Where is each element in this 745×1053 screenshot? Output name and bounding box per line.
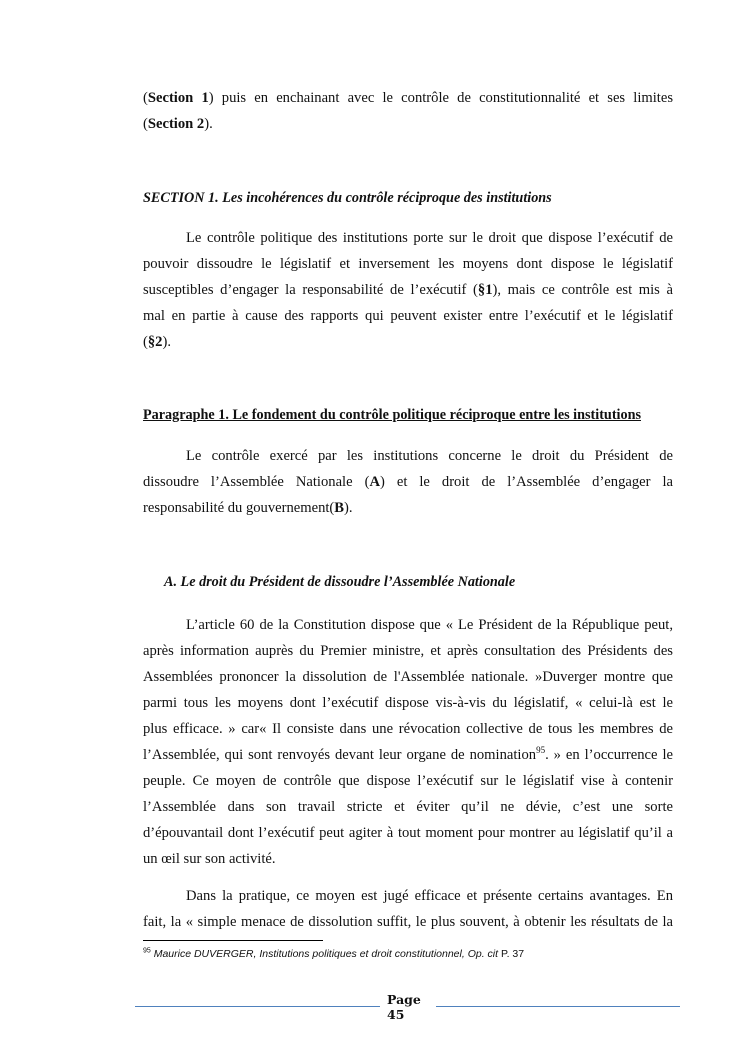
text-line: susceptibles d’engager la responsabilité de l’exécutif (§1), mais ce contrôle est mis à — [143, 282, 673, 298]
text-line: l’Assemblée, qui sont renvoyés devant leur organe de nomination$^{95}$. » en l’occurrence le — [143, 745, 673, 763]
text-line: Le contrôle exercé par les institutions concerne le droit du Président de — [186, 448, 673, 464]
text-line: Assemblées prononcer la dissolution de l'Assemblée nationale. »Duverger montre que — [143, 669, 673, 685]
footnote — [143, 948, 524, 960]
paragraph-1-heading: Paragraphe 1. Le fondement du contrôle politique réciproque entre les institutions — [143, 407, 641, 423]
text-line: responsabilité du gouvernement(B). — [143, 500, 353, 516]
footnote-separator — [143, 940, 323, 941]
footer-rule-left — [135, 1006, 380, 1007]
text-line: (Section 2). — [143, 116, 213, 132]
subsection-a-heading: A. Le droit du Président de dissoudre l’Assemblée Nationale — [164, 574, 516, 590]
text-line: d’épouvantail dont l’exécutif peut agiter à tout moment pour montrer au législatif qu’il a — [143, 825, 673, 841]
section-1-heading: SECTION 1. Les incohérences du contrôle réciproque des institutions — [143, 190, 552, 206]
section-1-paragraph — [143, 225, 673, 355]
subsection-a-paragraph-2 — [143, 883, 673, 935]
text-line: (Section 1) puis en enchainant avec le contrôle de constitutionnalité et ses limites — [143, 90, 673, 106]
text-line: fait, la « simple menace de dissolution suffit, le plus souvent, à obtenir les résultats de la — [143, 914, 673, 930]
footnote-reference[interactable]: 95 — [536, 745, 546, 756]
text-line: mal en partie à cause des rapports qui peuvent exister entre l’exécutif et le législatif — [143, 308, 673, 324]
text-line: après information auprès du Premier ministre, et après consultation des Présidents des — [143, 643, 673, 659]
page-label: Page — [387, 992, 421, 1007]
page-number: 45 — [387, 1007, 405, 1022]
footer-rule-right — [436, 1006, 680, 1007]
text-line: parmi tous les moyens dont l’exécutif dispose vis-à-vis du législatif, « celui-là est le — [143, 695, 673, 711]
text-line: un œil sur son activité. — [143, 851, 276, 867]
text-line: peuple. Ce moyen de contrôle que dispose l’exécutif sur le législatif vise à contenir — [143, 773, 673, 789]
text-line: dissoudre l’Assemblée Nationale (A) et le droit de l’Assemblée d’engager la — [143, 474, 674, 490]
text-line: L’article 60 de la Constitution dispose que « Le Président de la République peut, — [186, 617, 673, 633]
text-line: Dans la pratique, ce moyen est jugé efficace et présente certains avantages. En — [186, 888, 673, 904]
subsection-a-paragraph-1 — [143, 612, 673, 872]
text-line: pouvoir dissoudre le législatif et inversement les moyens dont dispose le législatif — [143, 256, 673, 272]
paragraph-1-paragraph — [143, 443, 673, 521]
footnote-number: 95 — [143, 947, 151, 955]
footnote-page: P. 37 — [498, 948, 525, 960]
page-number-label — [387, 992, 421, 1022]
intro-paragraph — [143, 85, 673, 137]
text-line: Le contrôle politique des institutions porte sur le droit que dispose l’exécutif de — [186, 230, 673, 246]
text-line: l’Assemblée dans son travail stricte et éviter qu’il ne dévie, c’est une sorte — [143, 799, 673, 815]
footnote-citation: Maurice DUVERGER, Institutions politiques et droit constitutionnel, Op. cit — [150, 948, 499, 960]
text-line: (§2). — [143, 334, 171, 350]
text-line: plus efficace. » car« Il consiste dans une révocation collective de tous les membres de — [143, 721, 673, 737]
